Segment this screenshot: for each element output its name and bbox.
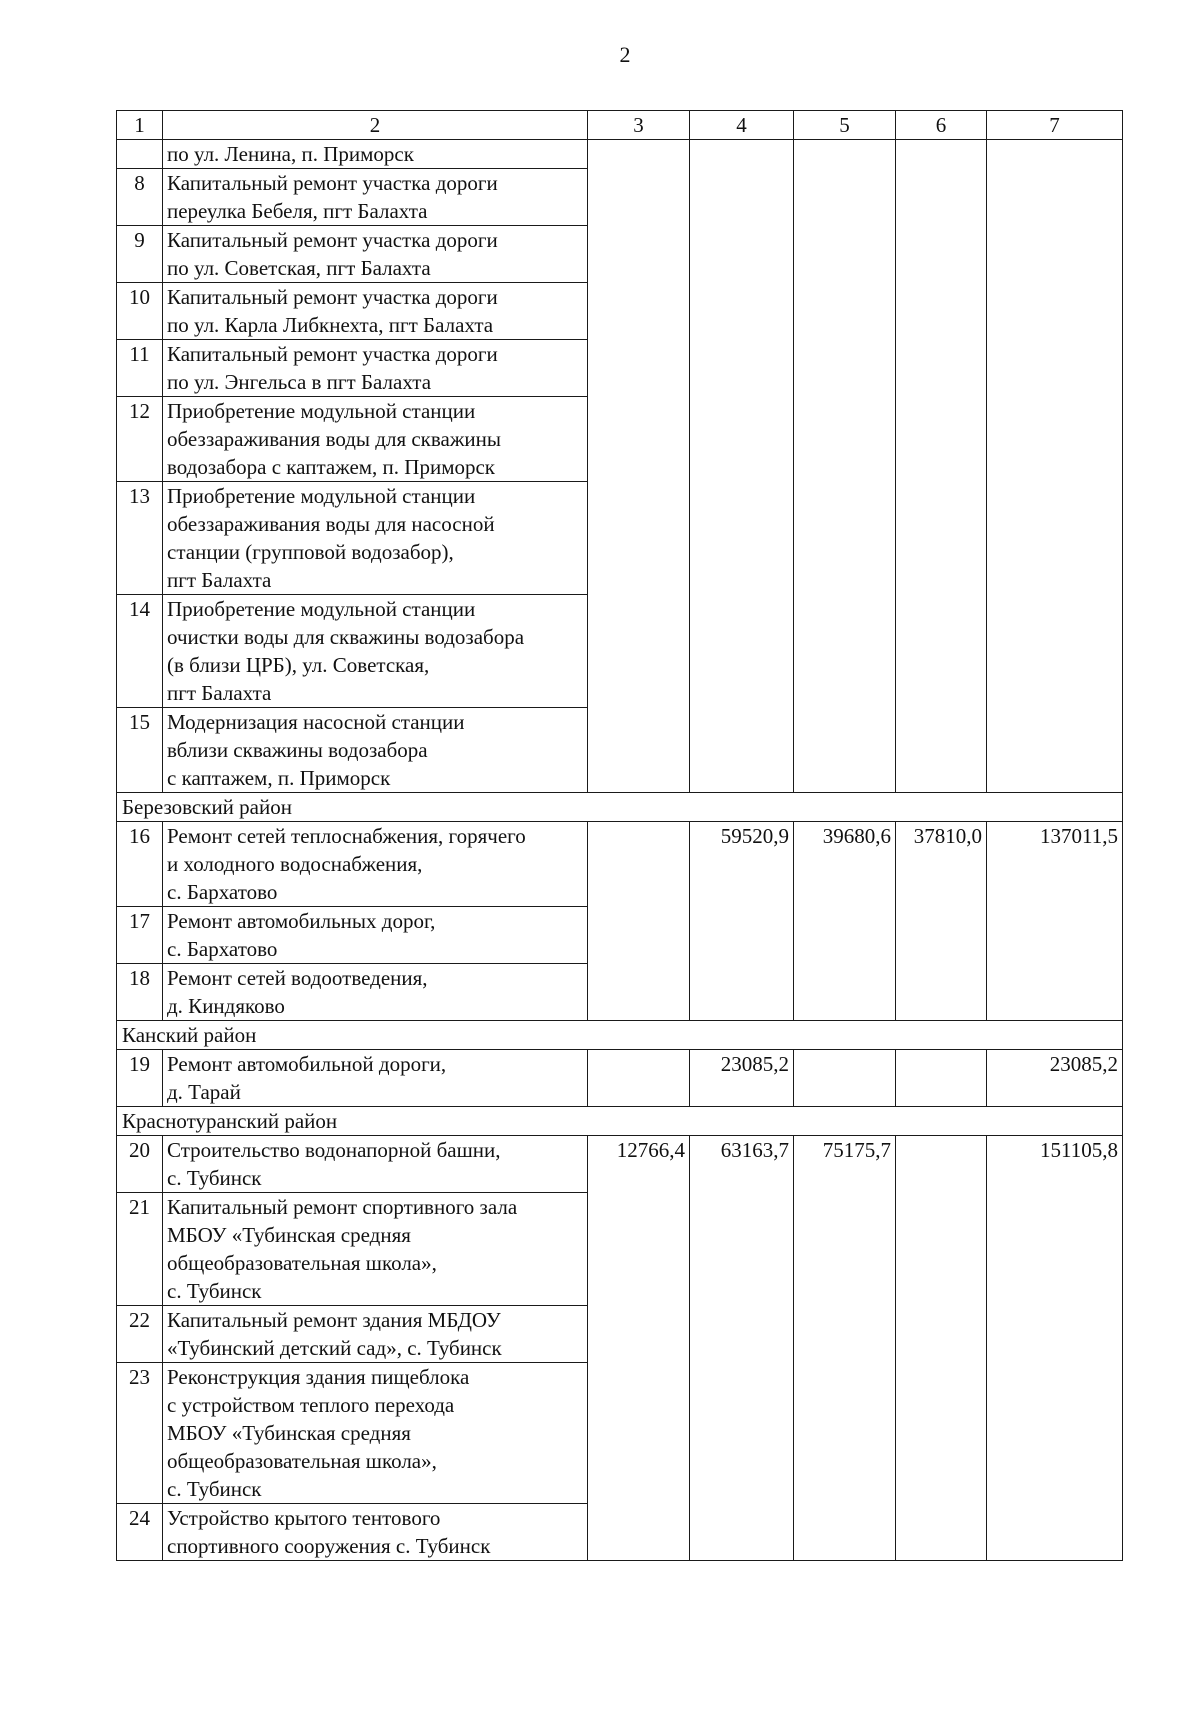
description-line: д. Киндяково: [167, 994, 285, 1018]
description-line: вблизи скважины водозабора: [167, 738, 428, 762]
item-description: [163, 140, 588, 169]
description-line: переулка Бебеля, пгт Балахта: [167, 199, 428, 223]
value-c5: 75175,7: [794, 1136, 896, 1561]
description-line: водозабора с каптажем, п. Приморск: [167, 455, 496, 479]
description-line: спортивного сооружения с. Тубинск: [167, 1534, 491, 1558]
item-description: [163, 1504, 588, 1561]
description-line: станции (групповой водозабор),: [167, 540, 454, 564]
section-row: [117, 1021, 1123, 1050]
row-number: 22: [117, 1306, 163, 1363]
description-line: обеззараживания воды для насосной: [167, 512, 495, 536]
description-line: Капитальный ремонт участка дороги: [167, 228, 498, 252]
description-line: с. Тубинск: [167, 1166, 262, 1190]
item-description: [163, 397, 588, 482]
table-row: [117, 1136, 1123, 1193]
description-line: Реконструкция здания пищеблока: [167, 1365, 470, 1389]
row-number: 21: [117, 1193, 163, 1306]
description-line: с каптажем, п. Приморск: [167, 766, 391, 790]
description-line: Ремонт сетей теплоснабжения, горячего: [167, 824, 526, 848]
page-number: 2: [619, 42, 631, 67]
row-number: 9: [117, 226, 163, 283]
item-description: [163, 226, 588, 283]
description-line: с. Бархатово: [167, 880, 278, 904]
description-line: с. Бархатово: [167, 937, 278, 961]
item-description: [163, 1050, 588, 1107]
description-line: с. Тубинск: [167, 1477, 262, 1501]
value-c5: [794, 1050, 896, 1107]
value-c3: [588, 1050, 690, 1107]
value-c3: [588, 822, 690, 1021]
value-c7: 137011,5: [987, 822, 1123, 1021]
item-description: [163, 283, 588, 340]
projects-table: [116, 110, 1123, 1561]
description-line: (в близи ЦРБ), ул. Советская,: [167, 653, 430, 677]
value-c4: 63163,7: [690, 1136, 794, 1561]
description-line: общеобразовательная школа»,: [167, 1449, 437, 1473]
description-line: и холодного водоснабжения,: [167, 852, 423, 876]
description-line: д. Тарай: [167, 1080, 241, 1104]
value-c6: [896, 1136, 987, 1561]
item-description: [163, 1136, 588, 1193]
section-row: [117, 1107, 1123, 1136]
description-line: Капитальный ремонт участка дороги: [167, 171, 498, 195]
value-c4: 59520,9: [690, 822, 794, 1021]
row-number: 24: [117, 1504, 163, 1561]
description-line: Капитальный ремонт здания МБДОУ: [167, 1308, 501, 1332]
description-line: очистки воды для скважины водозабора: [167, 625, 525, 649]
row-number: [117, 140, 163, 169]
row-number: 11: [117, 340, 163, 397]
value-c6: 37810,0: [896, 822, 987, 1021]
column-header-4: 4: [690, 111, 794, 140]
value-c7: 151105,8: [987, 1136, 1123, 1561]
description-line: Капитальный ремонт участка дороги: [167, 285, 498, 309]
value-c4: [690, 140, 794, 793]
description-line: по ул. Советская, пгт Балахта: [167, 256, 431, 280]
description-line: Приобретение модульной станции: [167, 597, 476, 621]
row-number: 16: [117, 822, 163, 907]
description-line: обеззараживания воды для скважины: [167, 427, 501, 451]
description-line: Ремонт автомобильной дороги,: [167, 1052, 447, 1076]
column-header-1: 1: [117, 111, 163, 140]
header-row: [117, 111, 1123, 140]
row-number: 18: [117, 964, 163, 1021]
row-number: 13: [117, 482, 163, 595]
item-description: [163, 340, 588, 397]
value-c3: [588, 140, 690, 793]
value-c3: 12766,4: [588, 1136, 690, 1561]
item-description: [163, 964, 588, 1021]
row-number: 23: [117, 1363, 163, 1504]
description-line: Приобретение модульной станции: [167, 484, 476, 508]
description-line: Строительство водонапорной башни,: [167, 1138, 501, 1162]
row-number: 19: [117, 1050, 163, 1107]
row-number: 8: [117, 169, 163, 226]
description-line: Ремонт автомобильных дорог,: [167, 909, 436, 933]
column-header-2: 2: [163, 111, 588, 140]
description-line: Модернизация насосной станции: [167, 710, 465, 734]
section-title: Канский район: [117, 1021, 1123, 1050]
description-line: по ул. Энгельса в пгт Балахта: [167, 370, 432, 394]
item-description: [163, 595, 588, 708]
value-c4: 23085,2: [690, 1050, 794, 1107]
description-line: с устройством теплого перехода: [167, 1393, 455, 1417]
row-number: 14: [117, 595, 163, 708]
description-line: общеобразовательная школа»,: [167, 1251, 437, 1275]
table-row: [117, 822, 1123, 907]
section-title: Краснотуранский район: [117, 1107, 1123, 1136]
description-line: пгт Балахта: [167, 681, 272, 705]
table-row: [117, 140, 1123, 169]
column-header-6: 6: [896, 111, 987, 140]
description-line: Ремонт сетей водоотведения,: [167, 966, 428, 990]
value-c5: 39680,6: [794, 822, 896, 1021]
column-header-5: 5: [794, 111, 896, 140]
description-line: Капитальный ремонт участка дороги: [167, 342, 498, 366]
table-row: [117, 1050, 1123, 1107]
value-c7: [987, 140, 1123, 793]
description-line: «Тубинский детский сад», с. Тубинск: [167, 1336, 502, 1360]
row-number: 10: [117, 283, 163, 340]
section-title: Березовский район: [117, 793, 1123, 822]
item-description: [163, 907, 588, 964]
description-line: Капитальный ремонт спортивного зала: [167, 1195, 518, 1219]
description-line: МБОУ «Тубинская средняя: [167, 1223, 411, 1247]
item-description: [163, 708, 588, 793]
column-header-3: 3: [588, 111, 690, 140]
row-number: 15: [117, 708, 163, 793]
description-line: Приобретение модульной станции: [167, 399, 476, 423]
item-description: [163, 1363, 588, 1504]
row-number: 12: [117, 397, 163, 482]
item-description: [163, 482, 588, 595]
column-header-7: 7: [987, 111, 1123, 140]
item-description: [163, 822, 588, 907]
description-line: по ул. Ленина, п. Приморск: [167, 142, 414, 166]
description-line: пгт Балахта: [167, 568, 272, 592]
description-line: МБОУ «Тубинская средняя: [167, 1421, 411, 1445]
row-number: 17: [117, 907, 163, 964]
item-description: [163, 169, 588, 226]
value-c7: 23085,2: [987, 1050, 1123, 1107]
item-description: [163, 1306, 588, 1363]
value-c5: [794, 140, 896, 793]
section-row: [117, 793, 1123, 822]
description-line: с. Тубинск: [167, 1279, 262, 1303]
description-line: Устройство крытого тентового: [167, 1506, 441, 1530]
description-line: по ул. Карла Либкнехта, пгт Балахта: [167, 313, 494, 337]
value-c6: [896, 1050, 987, 1107]
row-number: 20: [117, 1136, 163, 1193]
value-c6: [896, 140, 987, 793]
item-description: [163, 1193, 588, 1306]
